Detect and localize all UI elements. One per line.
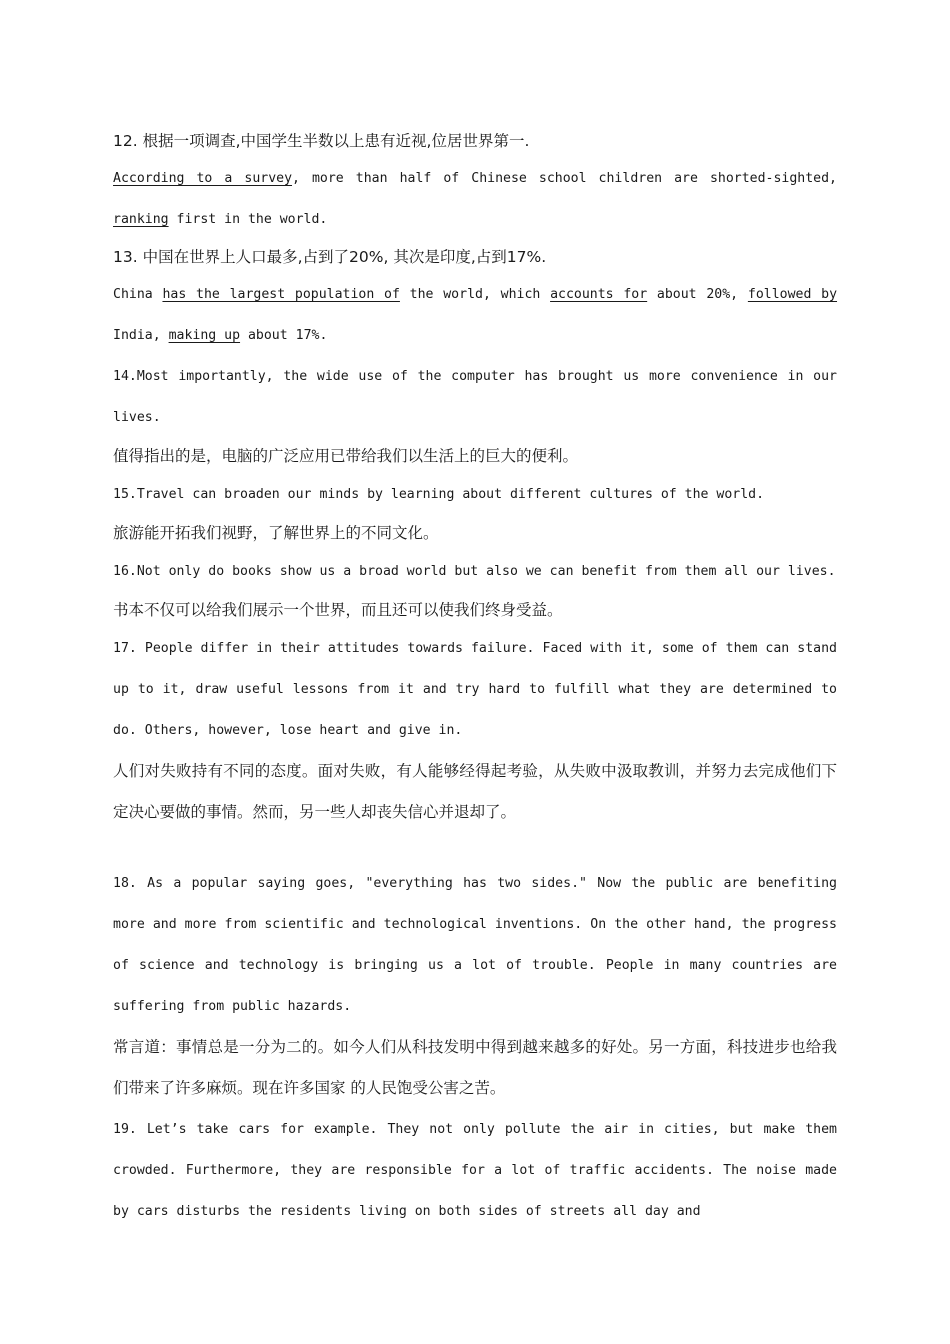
underlined-phrase: ranking bbox=[113, 212, 169, 227]
underlined-phrase: has the largest population of bbox=[162, 287, 400, 302]
item-13-chinese bbox=[113, 240, 837, 274]
item-18-english bbox=[113, 863, 837, 1027]
item-17-english bbox=[113, 628, 837, 751]
english-text: Most importantly, the wide use of the computer has brought us more convenience in our lives. bbox=[113, 369, 837, 425]
underlined-phrase: making up bbox=[168, 328, 241, 343]
item-16-english bbox=[113, 551, 837, 592]
english-text: Travel can broaden our minds by learning about different cultures of the world. bbox=[136, 487, 765, 502]
english-text: People differ in their attitudes towards failure. Faced with it, some of them can stand up to it, draw useful lessons from it and try hard to fulfill what they are determined to do. Others, however, lose heart and give in. bbox=[113, 641, 837, 738]
document-page bbox=[113, 124, 837, 1232]
item-13-english bbox=[113, 274, 837, 356]
item-14-english bbox=[113, 356, 837, 438]
item-18-chinese: 常言道：事情总是一分为二的。如今人们从科技发明中得到越来越多的好处。另一方面，科技进步也给我们带来了许多麻烦。现在许多国家 的人民饱受公害之苦。 bbox=[113, 1038, 837, 1097]
item-number: 18. bbox=[113, 876, 137, 891]
item-17-chinese: 人们对失败持有不同的态度。面对失败，有人能够经得起考验，从失败中汲取教训，并努力去完成他们下定决心要做的事情。然而，另一些人却丧失信心并退却了。 bbox=[113, 762, 837, 821]
chinese-text: 中国在世界上人口最多,占到了20%, 其次是印度,占到17%. bbox=[142, 248, 547, 266]
paragraph-gap bbox=[113, 833, 837, 863]
underlined-phrase: According to a survey bbox=[113, 171, 293, 186]
item-14-chinese: 值得指出的是，电脑的广泛应用已带给我们以生活上的巨大的便利。 bbox=[113, 447, 579, 465]
item-12-chinese bbox=[113, 124, 837, 158]
english-text: China bbox=[113, 287, 163, 302]
item-number: 19. bbox=[113, 1122, 137, 1137]
item-number: 13. bbox=[113, 248, 138, 266]
item-number: 12. bbox=[113, 132, 138, 150]
chinese-text: 根据一项调查,中国学生半数以上患有近视,位居世界第一. bbox=[142, 132, 530, 150]
english-text: , more than half of Chinese school children are shorted-sighted, bbox=[292, 171, 837, 186]
item-12-english bbox=[113, 158, 837, 240]
underlined-phrase: followed by bbox=[747, 287, 838, 302]
item-number: 17. bbox=[113, 641, 137, 656]
english-text: Let’s take cars for example. They not only pollute the air in cities, but make them crowded. Furthermore, they are responsible for a lot of traffic accidents. The noise made by cars disturbs the residents living on both sides of streets all day and bbox=[113, 1122, 837, 1219]
item-16-chinese: 书本不仅可以给我们展示一个世界，而且还可以使我们终身受益。 bbox=[113, 601, 563, 619]
item-number: 16. bbox=[113, 564, 137, 579]
english-text: As a popular saying goes, "everything has two sides." Now the public are benefiting more and more from scientific and technological inventions. On the other hand, the progress of science and technology is bringing us a lot of trouble. People in many countries are suffering from public hazards. bbox=[113, 876, 837, 1014]
item-15-english bbox=[113, 474, 837, 515]
english-text: the world, which bbox=[399, 287, 551, 302]
item-15-chinese: 旅游能开拓我们视野，了解世界上的不同文化。 bbox=[113, 524, 439, 542]
english-text: about 17%. bbox=[240, 328, 328, 343]
item-number: 14. bbox=[113, 369, 137, 384]
english-text: India, bbox=[113, 328, 169, 343]
english-text: Not only do books show us a broad world but also we can benefit from them all our lives. bbox=[136, 564, 836, 579]
underlined-phrase: accounts for bbox=[550, 287, 648, 302]
english-text: about 20%, bbox=[647, 287, 748, 302]
item-number: 15. bbox=[113, 487, 137, 502]
english-text: first in the world. bbox=[168, 212, 328, 227]
item-19-english bbox=[113, 1109, 837, 1232]
